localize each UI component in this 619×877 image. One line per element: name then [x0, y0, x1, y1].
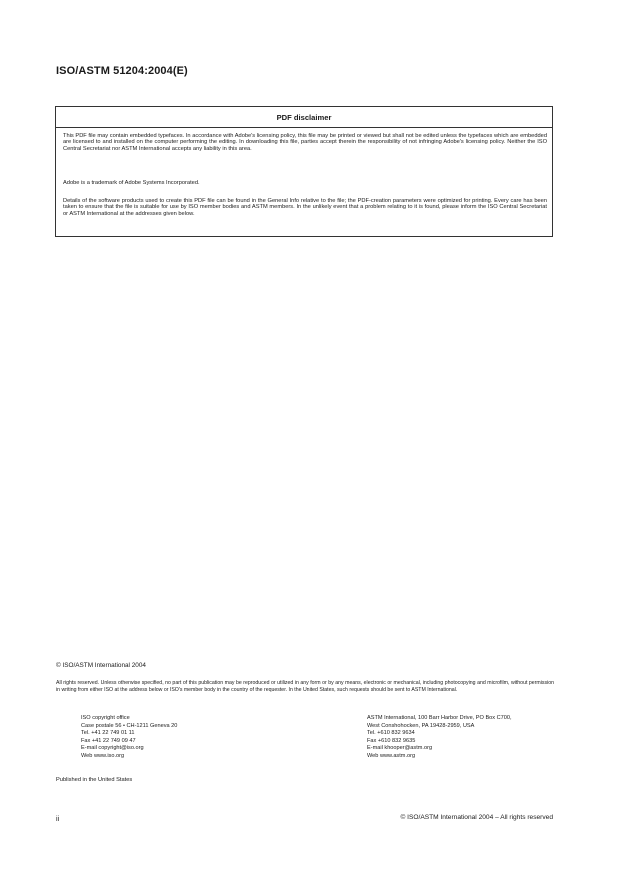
disclaimer-divider [56, 127, 552, 128]
astm-address-block [367, 715, 512, 761]
iso-postal-address: Case postale 56 • CH-1211 Geneva 20 [81, 722, 178, 729]
disclaimer-paragraph-software: Details of the software products used to create this PDF file can be found in the General Info relative to the file; the PDF-creation parameters were optimized for printing. Every care has been taken to ensure that the file is suitable for use by ISO member bodies and ASTM members. In the unlikely event that a problem relating to it is found, please inform the ISO Central Secretariat or ASTM International at the addresses given below. [63, 198, 547, 217]
iso-email: E-mail copyright@iso.org [81, 745, 144, 752]
disclaimer-title: PDF disclaimer [276, 113, 332, 122]
rights-reserved-paragraph: All rights reserved. Unless otherwise specified, no part of this publication may be reproduced or utilized in any form or by any means, electronic or mechanical, including photocopying and microfilm, without permission in writing from either ISO at the address below or ISO's member body in the country of the requester. In the United States, such requests should be sent to ASTM International. [56, 680, 554, 693]
astm-telephone: Tel. +610 832 9634 [367, 730, 415, 737]
published-location: Published in the United States [56, 777, 133, 783]
astm-fax: Fax +610 832 9635 [367, 737, 416, 744]
iso-fax: Fax +41 22 749 09 47 [81, 737, 136, 744]
astm-email: E-mail khooper@astm.org [367, 745, 433, 752]
document-identifier: ISO/ASTM 51204:2004(E) [56, 65, 188, 77]
iso-office-name: ISO copyright office [81, 715, 130, 721]
pdf-disclaimer-box [55, 106, 553, 237]
iso-address-block [81, 715, 177, 761]
astm-website: Web www.astm.org [367, 752, 416, 759]
disclaimer-paragraph-typefaces: This PDF file may contain embedded typefaces. In accordance with Adobe's licensing policy, this file may be printed or viewed but shall not be edited unless the typefaces which are embedded are licensed to and installed on the computer performing the editing. In downloading this file, parties accept therein the responsibility of not infringing Adobe's licensing policy. Neither the ISO Central Secretariat nor ASTM International accepts any liability in this area. [63, 133, 547, 152]
astm-city-address: West Conshohocken, PA 19428-2959, USA [367, 722, 475, 729]
footer-copyright: © ISO/ASTM International 2004 – All rights reserved [400, 814, 553, 821]
iso-website: Web www.iso.org [81, 752, 125, 759]
page-number: ii [56, 814, 60, 823]
copyright-notice: © ISO/ASTM International 2004 [56, 662, 146, 669]
disclaimer-paragraph-trademark: Adobe is a trademark of Adobe Systems Incorporated. [63, 180, 200, 186]
astm-street-address: ASTM International, 100 Barr Harbor Drive, PO Box C700, [367, 715, 512, 721]
iso-telephone: Tel. +41 22 749 01 11 [81, 730, 135, 737]
